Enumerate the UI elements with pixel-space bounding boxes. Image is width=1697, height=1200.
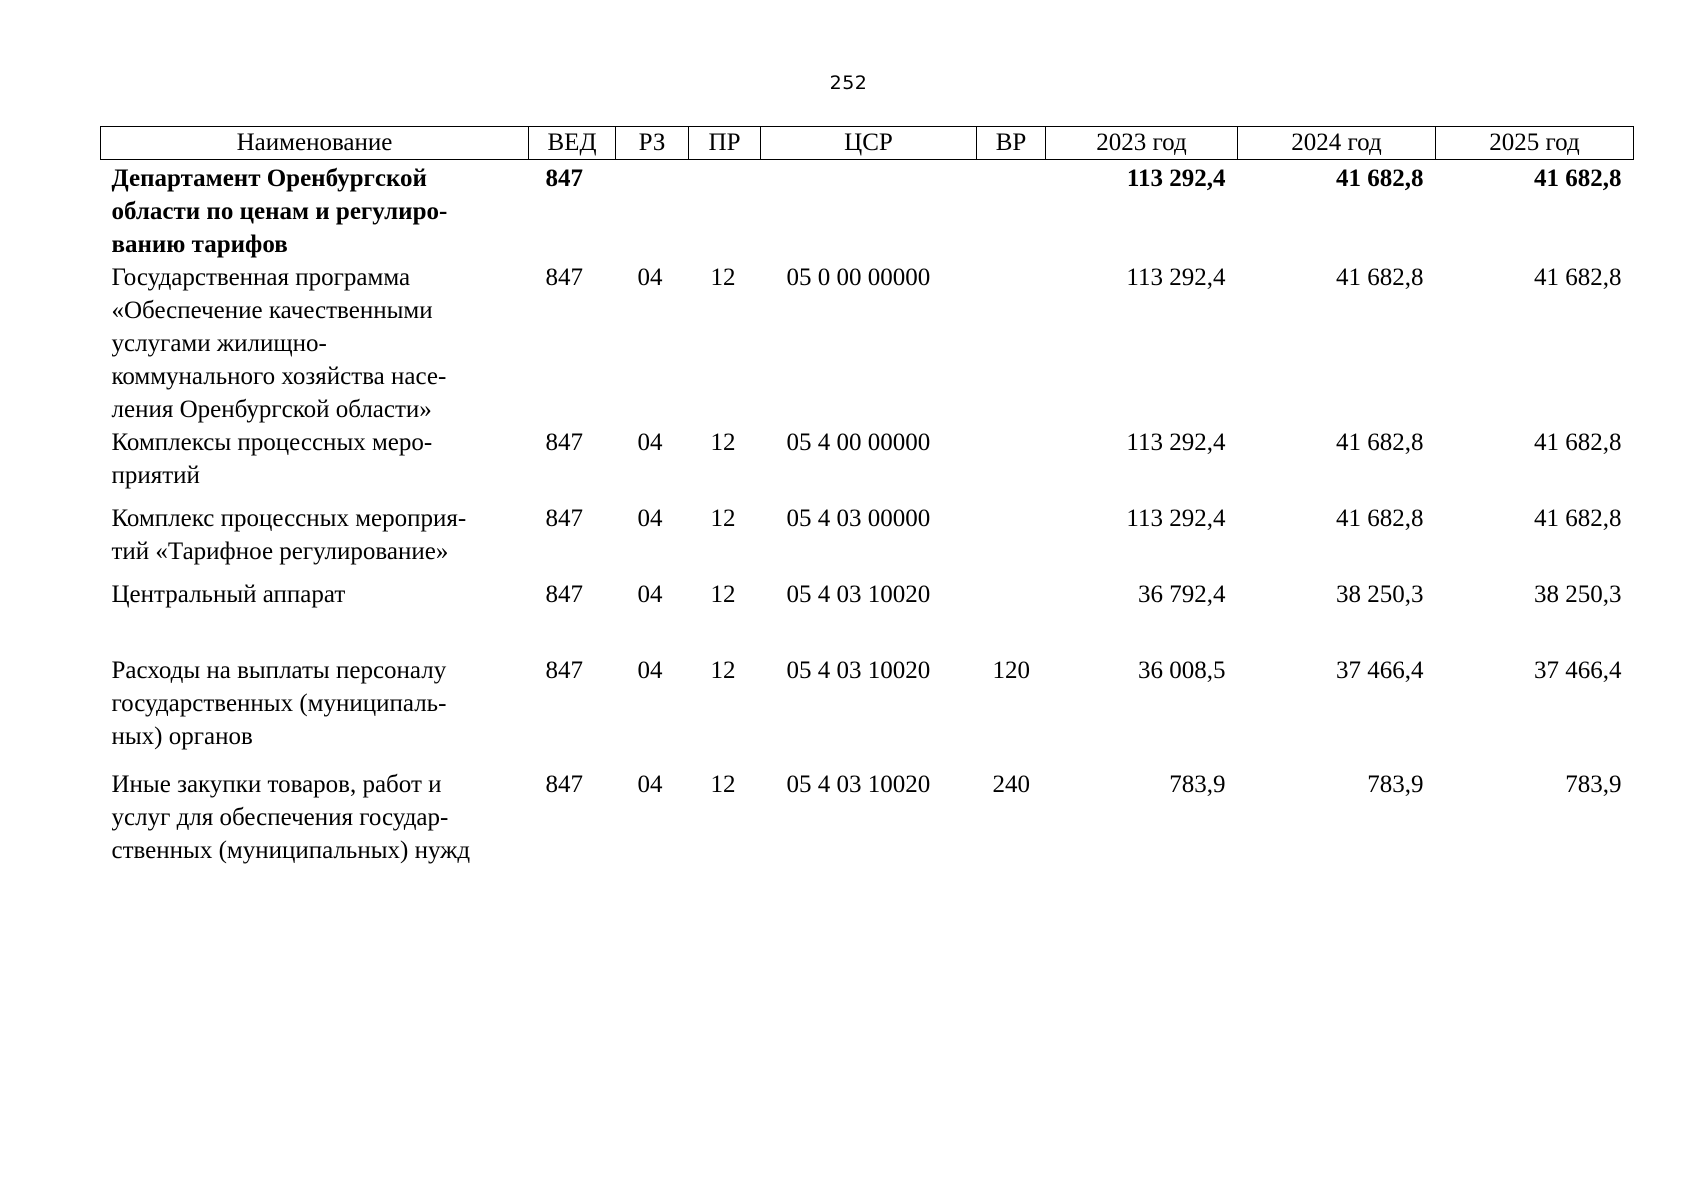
row-ved: 847: [545, 429, 583, 456]
row-vr: [977, 160, 1046, 262]
table-row: [101, 160, 1634, 262]
row-name-line: услуг для обеспечения государ-: [111, 804, 449, 831]
row-value-2024: 41 682,8: [1336, 429, 1424, 456]
row-vr: 240: [992, 771, 1030, 798]
row-value-2024: 37 466,4: [1336, 657, 1424, 684]
row-ved: 847: [545, 264, 583, 291]
row-vr: 120: [992, 657, 1030, 684]
table-header-row: [101, 127, 1634, 160]
row-pr: 12: [710, 581, 736, 608]
row-vr: [977, 426, 1046, 502]
row-value-2024: 41 682,8: [1336, 264, 1424, 291]
header-2023: 2023 год: [1046, 127, 1238, 160]
row-name-line: ственных (муниципальных) нужд: [111, 837, 471, 864]
row-ved: 847: [545, 581, 583, 608]
table-row: [101, 578, 1634, 654]
table-row: [101, 502, 1634, 578]
header-vr: ВР: [977, 127, 1046, 160]
row-name-cell: [101, 426, 529, 502]
row-value-2025: 41 682,8: [1534, 165, 1622, 192]
row-name-cell: [101, 578, 529, 654]
row-name-line: Центральный аппарат: [111, 581, 346, 608]
row-rz: 04: [637, 505, 663, 532]
row-name-cell: [101, 768, 529, 868]
row-value-2025: 783,9: [1565, 771, 1622, 798]
row-value-2023: 113 292,4: [1126, 505, 1226, 532]
row-name-line: Комплекс процессных мероприя-: [111, 505, 467, 532]
budget-table: [100, 126, 1634, 868]
table-row: [101, 768, 1634, 868]
row-value-2023: 113 292,4: [1126, 264, 1226, 291]
row-csr: 05 4 00 00000: [786, 429, 931, 456]
row-name-cell: [101, 261, 529, 426]
header-2025: 2025 год: [1436, 127, 1634, 160]
row-csr: 05 4 03 00000: [786, 505, 931, 532]
row-name-line: Комплексы процессных меро-: [111, 429, 433, 456]
row-name-line: приятий: [111, 462, 200, 489]
row-value-2023: 36 008,5: [1138, 657, 1226, 684]
row-pr: 12: [710, 657, 736, 684]
row-csr: 05 4 03 10020: [786, 657, 931, 684]
row-pr: 12: [710, 505, 736, 532]
row-ved: 847: [545, 771, 583, 798]
row-name-line: Расходы на выплаты персоналу: [111, 657, 447, 684]
table-row: [101, 261, 1634, 426]
header-2024: 2024 год: [1238, 127, 1436, 160]
row-value-2023: 113 292,4: [1126, 165, 1226, 192]
row-value-2025: 37 466,4: [1534, 657, 1622, 684]
row-name-line: Государственная программа: [111, 264, 411, 291]
row-name-line: Департамент Оренбургской: [111, 165, 427, 192]
page-number: 252: [829, 72, 868, 94]
row-value-2023: 113 292,4: [1126, 429, 1226, 456]
row-value-2024: 41 682,8: [1336, 165, 1424, 192]
row-vr: [977, 502, 1046, 578]
row-value-2025: 41 682,8: [1534, 429, 1622, 456]
row-value-2024: 783,9: [1367, 771, 1424, 798]
row-name-cell: [101, 502, 529, 578]
row-value-2025: 41 682,8: [1534, 264, 1622, 291]
row-name-line: ванию тарифов: [111, 231, 288, 258]
row-pr: 12: [710, 429, 736, 456]
row-rz: 04: [637, 429, 663, 456]
row-ved: 847: [545, 657, 583, 684]
row-pr: [689, 160, 761, 262]
header-csr: ЦСР: [761, 127, 977, 160]
row-vr: [977, 261, 1046, 426]
header-name: Наименование: [101, 127, 529, 160]
row-csr: 05 4 03 10020: [786, 771, 931, 798]
row-name-line: ления Оренбургской области»: [111, 396, 432, 423]
row-rz: 04: [637, 264, 663, 291]
row-name-line: Иные закупки товаров, работ и: [111, 771, 442, 798]
row-name-cell: [101, 654, 529, 768]
row-name-line: тий «Тарифное регулирование»: [111, 538, 449, 565]
row-csr: [761, 160, 977, 262]
header-ved: ВЕД: [529, 127, 616, 160]
row-name-line: ных) органов: [111, 723, 253, 750]
header-rz: РЗ: [616, 127, 689, 160]
row-name-line: «Обеспечение качественными: [111, 297, 433, 324]
row-csr: 05 4 03 10020: [786, 581, 931, 608]
row-value-2025: 38 250,3: [1534, 581, 1622, 608]
row-pr: 12: [710, 264, 736, 291]
row-name-line: услугами жилищно-: [111, 330, 327, 357]
row-pr: 12: [710, 771, 736, 798]
row-name-line: области по ценам и регулиро-: [111, 198, 448, 225]
row-value-2024: 41 682,8: [1336, 505, 1424, 532]
table-row: [101, 426, 1634, 502]
row-vr: [977, 578, 1046, 654]
table-row: [101, 654, 1634, 768]
header-pr: ПР: [689, 127, 761, 160]
row-value-2025: 41 682,8: [1534, 505, 1622, 532]
row-rz: 04: [637, 581, 663, 608]
row-name-line: коммунального хозяйства насе-: [111, 363, 447, 390]
row-csr: 05 0 00 00000: [786, 264, 931, 291]
row-rz: [616, 160, 689, 262]
row-value-2024: 38 250,3: [1336, 581, 1424, 608]
row-rz: 04: [637, 657, 663, 684]
row-ved: 847: [545, 505, 583, 532]
row-value-2023: 36 792,4: [1138, 581, 1226, 608]
row-name-line: государственных (муниципаль-: [111, 690, 447, 717]
row-name-cell: [101, 160, 529, 262]
row-rz: 04: [637, 771, 663, 798]
row-ved: 847: [545, 165, 583, 192]
row-value-2023: 783,9: [1169, 771, 1226, 798]
